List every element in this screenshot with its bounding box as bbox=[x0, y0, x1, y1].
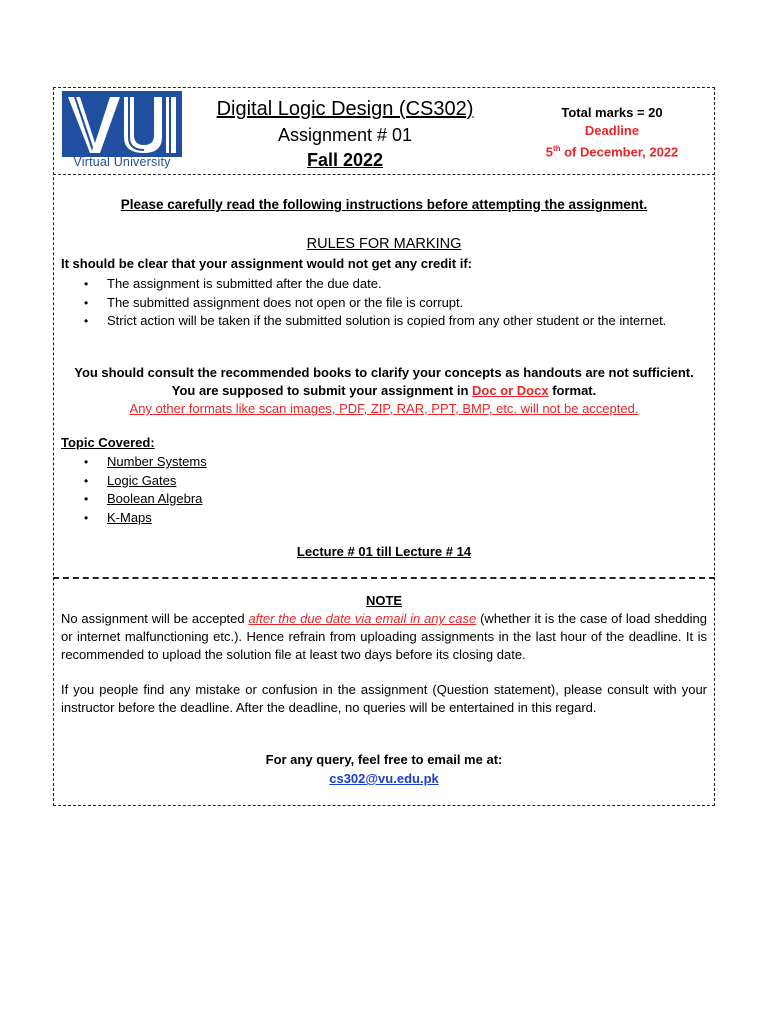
bullet-icon: • bbox=[84, 455, 89, 469]
other-formats-warning: Any other formats like scan images, PDF, ZIP, RAR, PPT, BMP, etc. will not be accepted. bbox=[129, 401, 639, 416]
list-item: • The submitted assignment does not open or the file is corrupt. bbox=[62, 294, 706, 313]
topic-heading: Topic Covered: bbox=[61, 435, 155, 450]
deadline-month-year: of December, 2022 bbox=[560, 144, 679, 160]
list-item: • Number Systems bbox=[62, 453, 706, 472]
email-link[interactable]: cs302@vu.edu.pk bbox=[329, 771, 439, 786]
bullet-icon: • bbox=[84, 295, 89, 310]
email-line bbox=[62, 771, 706, 786]
list-item: • Strict action will be taken if the submitted solution is copied from any other student or the internet. bbox=[62, 312, 706, 331]
lecture-range: Lecture # 01 till Lecture # 14 bbox=[296, 544, 472, 559]
assignment-number: Assignment # 01 bbox=[277, 125, 413, 145]
note-paragraph-2: If you people find any mistake or confusion in the assignment (Question statement), please consult with your instructor before the deadline. After the deadline, no queries will be entertained in this regard. bbox=[61, 682, 707, 716]
topics-list bbox=[62, 453, 706, 527]
title-block bbox=[200, 96, 490, 172]
note-emphasis: after the due date via email in any case bbox=[248, 611, 477, 626]
rules-list bbox=[62, 275, 706, 331]
note-divider bbox=[53, 577, 715, 579]
total-marks: Total marks = 20 bbox=[561, 105, 663, 120]
deadline-day: 5 bbox=[545, 144, 553, 160]
bullet-icon: • bbox=[84, 492, 89, 506]
marks-deadline-block bbox=[527, 104, 697, 161]
header-divider bbox=[53, 174, 715, 175]
list-item: • Boolean Algebra bbox=[62, 490, 706, 509]
consult-line: You should consult the recommended books to clarify your concepts as handouts are not sufficient. bbox=[74, 365, 694, 380]
bullet-icon: • bbox=[84, 473, 89, 488]
format-highlight: Doc or Docx bbox=[472, 383, 549, 398]
note-paragraph-1: No assignment will be accepted after the due date via email in any case (whether it is the case of load shedding or internet malfunctioning etc.). Hence refrain from uploading assignments in the last hour of the deadline. It is recommended to upload the solution file at least two days before its closing date. bbox=[61, 611, 707, 663]
course-title: Digital Logic Design (CS302) bbox=[216, 98, 474, 120]
query-line: For any query, feel free to email me at: bbox=[265, 752, 503, 767]
note-heading: NOTE bbox=[365, 593, 403, 608]
term-label: Fall 2022 bbox=[306, 150, 384, 170]
deadline-date bbox=[527, 140, 697, 161]
rules-heading: RULES FOR MARKING bbox=[306, 236, 462, 252]
list-item: • K-Maps bbox=[62, 509, 706, 528]
logo-text: Virtual University bbox=[73, 155, 171, 169]
bullet-icon: • bbox=[84, 277, 89, 291]
credit-line: It should be clear that your assignment would not get any credit if: bbox=[61, 256, 472, 271]
deadline-label: Deadline bbox=[584, 123, 640, 138]
list-item: • The assignment is submitted after the due date. bbox=[62, 275, 706, 294]
format-line: You are supposed to submit your assignment in Doc or Docx format. bbox=[171, 383, 597, 398]
bullet-icon: • bbox=[84, 510, 89, 525]
deadline-day-suffix: th bbox=[552, 144, 561, 153]
bullet-icon: • bbox=[84, 314, 89, 328]
instructions-heading: Please carefully read the following instructions before attempting the assignment. bbox=[120, 197, 648, 212]
list-item: • Logic Gates bbox=[62, 472, 706, 491]
